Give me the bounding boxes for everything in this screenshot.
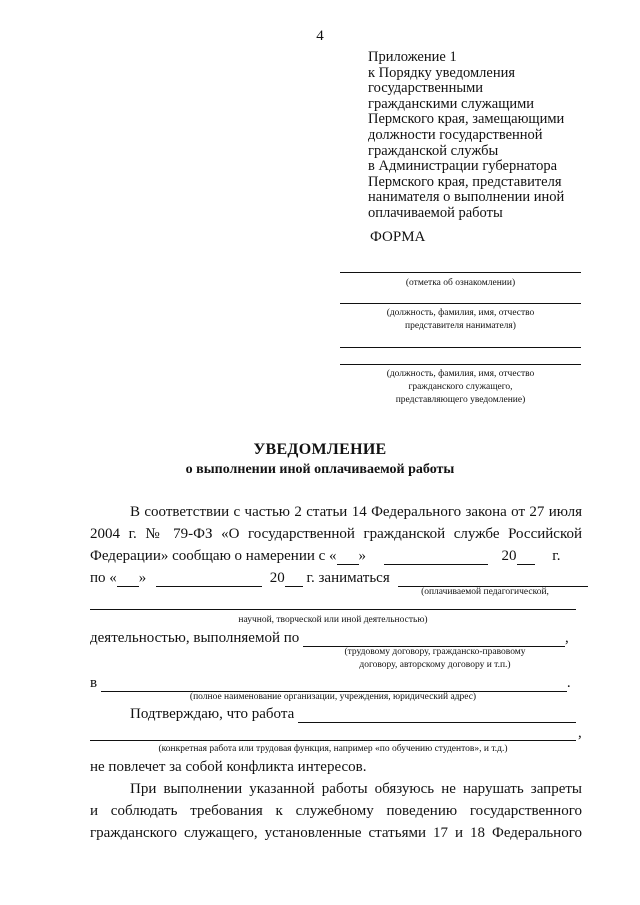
appendix-line: Пермского края, представителя xyxy=(368,173,562,190)
body-text: » xyxy=(358,548,367,564)
appendix-line: оплачиваемой работы xyxy=(368,204,503,221)
servant-caption-3: представляющего уведомление) xyxy=(395,395,526,405)
body-line-7 xyxy=(130,706,582,723)
body-text: Федерации» сообщаю о намерении с « xyxy=(90,548,337,564)
body-text: » xyxy=(138,570,147,586)
body-text: г. заниматься xyxy=(306,570,390,586)
contract-caption-2: договору, авторскому договору и т.п.) xyxy=(359,660,511,670)
month-to-field[interactable] xyxy=(156,572,262,587)
servant-line-1[interactable] xyxy=(340,347,581,348)
appendix-line: к Порядку уведомления xyxy=(368,64,516,81)
page-number: 4 xyxy=(316,28,324,44)
contract-field[interactable] xyxy=(303,632,565,647)
paid-caption-1: (оплачиваемой педагогической, xyxy=(421,587,549,597)
acquaint-line[interactable] xyxy=(340,272,581,273)
appendix-line: гражданскими служащими xyxy=(368,95,535,112)
body-line-6 xyxy=(90,675,582,692)
body-text: в xyxy=(90,675,98,691)
body-text: деятельностью, выполняемой по xyxy=(90,630,300,646)
servant-line-2[interactable] xyxy=(340,364,581,365)
appendix-block xyxy=(368,50,618,222)
acquaint-caption: (отметка об ознакомлении) xyxy=(405,278,516,288)
day-from-field[interactable] xyxy=(337,550,359,565)
day-to-field[interactable] xyxy=(117,572,139,587)
activity-line-2[interactable] xyxy=(90,609,576,610)
body-text: Подтверждаю, что работа xyxy=(130,706,295,722)
body-text: . xyxy=(566,675,571,691)
body-line-3 xyxy=(90,548,582,565)
work-field[interactable] xyxy=(298,708,576,723)
org-caption: (полное наименование организации, учреждения, юридический адрес) xyxy=(189,692,477,702)
appendix-line: государственными xyxy=(368,80,484,97)
body-line-4 xyxy=(90,570,582,587)
body-line-5 xyxy=(90,630,582,647)
contract-caption-1: (трудовому договору, гражданско-правовому xyxy=(344,647,526,657)
body-text: , xyxy=(578,725,582,741)
document-subtitle: о выполнении иной оплачиваемой работы xyxy=(185,462,455,477)
servant-caption-1: (должность, фамилия, имя, отчество xyxy=(386,369,535,379)
appendix-line: Пермского края, замещающими xyxy=(368,111,565,128)
body-text: по « xyxy=(90,570,117,586)
year-from-field[interactable] xyxy=(517,550,535,565)
form-label: ФОРМА xyxy=(370,229,426,245)
body-line-10: При выполнении указанной работы обязуюсь не нарушать запреты xyxy=(130,781,582,797)
body-line-11: и соблюдать требования к служебному поведению государственного xyxy=(90,803,582,819)
document-title: УВЕДОМЛЕНИЕ xyxy=(253,441,387,458)
body-text: г. xyxy=(552,548,561,564)
employer-caption-2: представителя нанимателя) xyxy=(405,321,516,331)
body-line-2: 2004 г. № 79-ФЗ «О государственной гражданской службе Российской xyxy=(90,526,582,542)
work-line-2[interactable] xyxy=(90,740,576,741)
body-line-1: В соответствии с частью 2 статьи 14 Федерального закона от 27 июля xyxy=(130,504,582,520)
appendix-line: Приложение 1 xyxy=(368,49,457,65)
activity-field[interactable] xyxy=(398,572,588,587)
organization-field[interactable] xyxy=(101,677,567,692)
appendix-line: гражданской службы xyxy=(368,142,499,159)
employer-line[interactable] xyxy=(340,303,581,304)
body-text: , xyxy=(565,630,569,646)
appendix-line: нанимателя о выполнении иной xyxy=(368,189,565,206)
body-line-12: гражданского служащего, установленные статьями 17 и 18 Федерального xyxy=(90,825,582,841)
appendix-line: должности государственной xyxy=(368,126,543,143)
body-line-9: не повлечет за собой конфликта интересов. xyxy=(90,759,367,775)
employer-caption-1: (должность, фамилия, имя, отчество xyxy=(386,308,535,318)
paid-caption-2: научной, творческой или иной деятельностью) xyxy=(238,615,428,625)
year-to-field[interactable] xyxy=(285,572,303,587)
appendix-line: в Администрации губернатора xyxy=(368,158,558,175)
body-text: 20 xyxy=(269,570,285,586)
body-text: 20 xyxy=(501,548,517,564)
month-from-field[interactable] xyxy=(384,550,488,565)
work-caption: (конкретная работа или трудовая функция, например «по обучению студентов», и т.д.) xyxy=(158,744,508,754)
servant-caption-2: гражданского служащего, xyxy=(408,382,513,392)
